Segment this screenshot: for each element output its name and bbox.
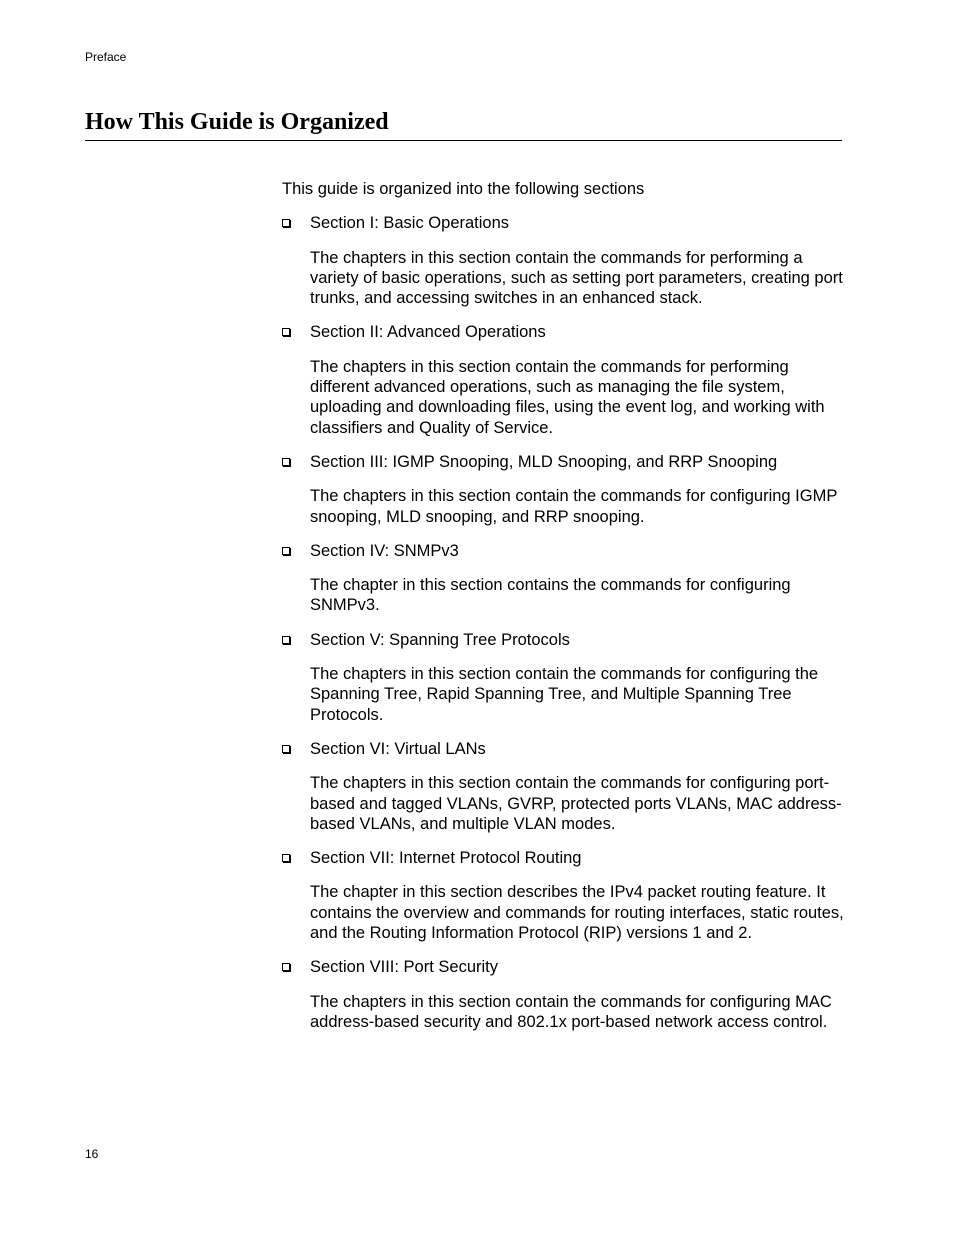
list-item-section-5 xyxy=(282,630,847,725)
section-heading-text: Section VI: Virtual LANs xyxy=(310,739,486,758)
section-heading-text: Section I: Basic Operations xyxy=(310,214,510,233)
section-heading xyxy=(282,630,847,650)
section-description: The chapters in this section contain the commands for configuring MAC address-based security and 802.1x port-based network access control. xyxy=(310,992,832,1031)
list-item-section-6 xyxy=(282,739,847,834)
checkbox-bullet-icon xyxy=(282,745,290,753)
section-description: The chapters in this section contain the commands for configuring the Spanning Tree, Rapid Spanning Tree, and Multiple Spanning Tree Protocols. xyxy=(310,665,819,724)
section-heading-text: Section VIII: Port Security xyxy=(310,958,498,977)
section-description: The chapters in this section contain the commands for configuring port-based and tagged VLANs, GVRP, protected ports VLANs, MAC address-based VLANs, and multiple VLAN modes. xyxy=(310,774,842,833)
checkbox-bullet-icon xyxy=(282,636,290,644)
checkbox-bullet-icon xyxy=(282,547,290,555)
section-heading-text: Section II: Advanced Operations xyxy=(310,323,546,342)
section-heading xyxy=(282,848,847,868)
page-title: How This Guide is Organized xyxy=(85,109,389,135)
page-number: 16 xyxy=(85,1147,99,1161)
list-item-section-8 xyxy=(282,957,847,1032)
title-rule xyxy=(85,140,842,141)
main-content xyxy=(282,179,847,1046)
intro-paragraph: This guide is organized into the following sections xyxy=(282,180,645,198)
list-item-section-1 xyxy=(282,213,847,308)
section-heading-text: Section III: IGMP Snooping, MLD Snooping, and RRP Snooping xyxy=(310,452,778,471)
checkbox-bullet-icon xyxy=(282,458,290,466)
checkbox-bullet-icon xyxy=(282,219,290,227)
section-description: The chapters in this section contain the commands for performing a variety of basic operations, such as setting port parameters, creating port trunks, and accessing switches in an enhanced stack. xyxy=(310,248,843,308)
section-description: The chapter in this section describes the IPv4 packet routing feature. It contains the overview and commands for routing interfaces, static routes, and the Routing Information Protocol (RIP) versions 1 and 2. xyxy=(310,883,844,943)
section-heading xyxy=(282,541,847,561)
section-heading xyxy=(282,957,847,977)
checkbox-bullet-icon xyxy=(282,854,290,862)
checkbox-bullet-icon xyxy=(282,963,290,971)
list-item-section-4 xyxy=(282,541,847,616)
section-description: The chapter in this section contains the commands for configuring SNMPv3. xyxy=(310,576,791,615)
section-heading-text: Section IV: SNMPv3 xyxy=(310,541,459,560)
section-heading xyxy=(282,213,847,233)
running-header: Preface xyxy=(85,50,127,64)
section-description: The chapters in this section contain the commands for configuring IGMP snooping, MLD snooping, and RRP snooping. xyxy=(310,487,838,526)
section-heading-text: Section V: Spanning Tree Protocols xyxy=(310,630,570,649)
list-item-section-7 xyxy=(282,848,847,943)
section-description: The chapters in this section contain the commands for performing different advanced operations, such as managing the file system, uploading and downloading files, using the event log, and working with classifiers and Quality of Service. xyxy=(310,357,825,437)
section-heading xyxy=(282,452,847,472)
section-heading xyxy=(282,739,847,759)
list-item-section-3 xyxy=(282,452,847,527)
section-heading xyxy=(282,322,847,342)
list-item-section-2 xyxy=(282,322,847,437)
section-heading-text: Section VII: Internet Protocol Routing xyxy=(310,849,582,868)
checkbox-bullet-icon xyxy=(282,328,290,336)
